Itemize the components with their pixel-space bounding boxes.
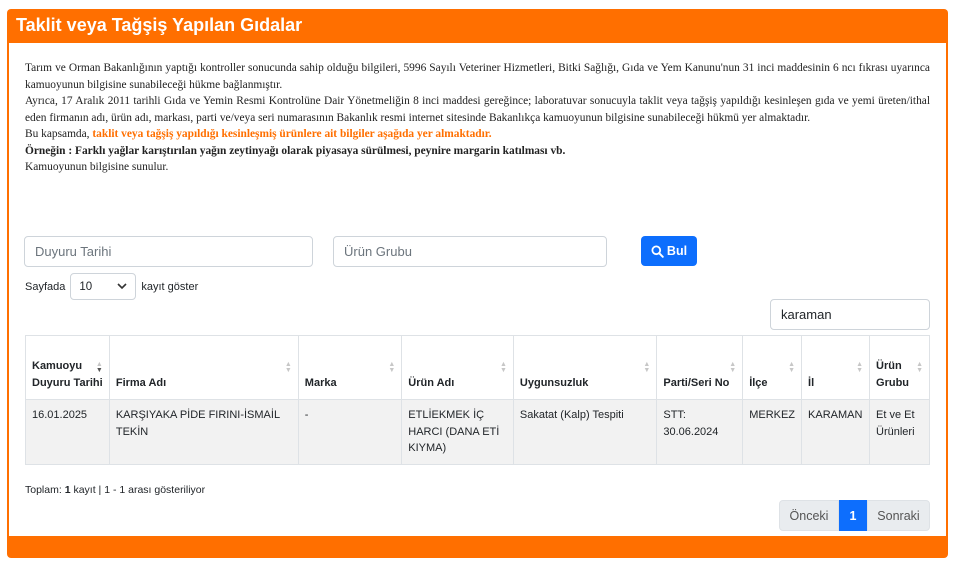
column-header-brand[interactable] [298, 336, 401, 400]
intro-closing: Kamuoyunun bilgisine sunulur. [25, 161, 169, 173]
column-header-province[interactable] [802, 336, 870, 400]
previous-page-button[interactable]: Önceki [779, 500, 839, 531]
panel-body [9, 43, 946, 536]
sort-icon: ▲ ▼ [856, 361, 864, 374]
sort-icon: ▲ ▼ [499, 361, 507, 374]
intro-paragraph-3 [25, 126, 930, 143]
column-header-district[interactable] [743, 336, 802, 400]
cell-nonconformity: Sakatat (Kalp) Tespiti [513, 400, 656, 465]
sort-icon: ▲ ▼ [95, 361, 103, 374]
intro-paragraph-1: Tarım ve Orman Bakanlığının yaptığı kontroller sonucunda sahip olduğu bilgileri, 5996 Sayılı Veteriner Hizmetleri, Bitki Sağlığı, Gıda ve Yem Kanunu'nun 31 inci maddesinin 6 ncı fıkrası uyarınca kamuoyunun bilgisine sunabileceği hükme bağlanmıştır. [25, 62, 930, 91]
cell-date: 16.01.2025 [26, 400, 110, 465]
column-header-lot[interactable] [657, 336, 743, 400]
cell-group: Et ve Et Ürünleri [870, 400, 930, 465]
pagination [779, 500, 930, 531]
sort-icon: ▲ ▼ [643, 361, 651, 374]
sort-icon: ▲ ▼ [388, 361, 396, 374]
search-icon [651, 245, 664, 258]
cell-brand: - [298, 400, 401, 465]
table-row [26, 400, 930, 465]
column-header-company[interactable] [109, 336, 298, 400]
page-1-button[interactable]: 1 [839, 500, 867, 531]
next-page-button[interactable]: Sonraki [867, 500, 930, 531]
cell-province: KARAMAN [802, 400, 870, 465]
summary-count: 1 [64, 484, 71, 496]
page-size-prefix: Sayfada [25, 280, 66, 293]
announcement-date-input[interactable] [24, 236, 313, 267]
intro-prefix: Bu kapsamda, [25, 128, 93, 140]
cell-lot: STT: 30.06.2024 [657, 400, 743, 465]
chevron-down-icon [117, 283, 127, 290]
sort-icon: ▲ ▼ [729, 361, 737, 374]
find-button[interactable] [641, 236, 697, 266]
sort-icon: ▲ ▼ [788, 361, 796, 374]
main-panel [7, 9, 948, 558]
sort-icon: ▲ ▼ [284, 361, 292, 374]
cell-product: ETLİEKMEK İÇ HARCI (DANA ETİ KIYMA) [402, 400, 514, 465]
column-label: Parti/Seri No [663, 376, 730, 389]
column-label: Ürün Grubu [876, 360, 910, 389]
column-header-date[interactable] [26, 336, 110, 400]
results-table [25, 335, 930, 465]
result-summary [25, 484, 205, 496]
column-label: Uygunsuzluk [519, 376, 589, 389]
intro-example: Örneğin : Farklı yağlar karıştırılan yağın zeytinyağı olarak piyasaya sürülmesi, peynire margarin katılması vb. [25, 144, 566, 157]
page-size-control [25, 273, 198, 300]
find-button-label: Bul [666, 244, 688, 258]
page-size-suffix: kayıt göster [141, 280, 199, 293]
sort-icon: ▲ ▼ [916, 361, 923, 374]
cell-company: KARŞIYAKA PİDE FIRINI-İSMAİL TEKİN [109, 400, 298, 465]
column-header-product[interactable] [402, 336, 514, 400]
table-search-input[interactable] [770, 299, 930, 330]
table-header-row [26, 336, 930, 400]
summary-suffix: kayıt | 1 - 1 arası gösteriliyor [73, 484, 206, 496]
intro-text [25, 60, 930, 176]
intro-highlight: taklit veya tağşiş yapıldığı kesinleşmiş ürünlere ait bilgiler aşağıda yer almaktadır. [92, 128, 492, 140]
intro-paragraph-2: Ayrıca, 17 Aralık 2011 tarihli Gıda ve Yemin Resmi Kontrolüne Dair Yönetmeliğin 8 inci maddesi gereğince; laboratuvar sonucuyla taklit veya tağşiş yapıldığı kesinleşen gıda ve yemi üreten/ithal eden firmanın adı, ürün adı, markası, parti ve/veya seri numarasının Bakanlık resmi internet sitesinde Bakanlıkça kamuoyunun bilgisine sunabileceği hükmü yer almaktadır. [25, 95, 930, 124]
column-label: Marka [304, 376, 337, 389]
column-label: İlçe [749, 376, 768, 389]
product-group-input[interactable] [333, 236, 607, 267]
column-header-group[interactable] [870, 336, 930, 400]
page-size-select[interactable] [70, 273, 136, 300]
panel-title: Taklit veya Tağşiş Yapılan Gıdalar [16, 15, 303, 35]
summary-label: Toplam: [25, 484, 62, 496]
column-label: Ürün Adı [408, 376, 455, 389]
page-size-value: 10 [79, 280, 93, 293]
column-label: Kamuoyu Duyuru Tarihi [32, 360, 103, 389]
cell-district: MERKEZ [743, 400, 802, 465]
column-label: Firma Adı [115, 376, 167, 389]
column-header-nonconformity[interactable] [513, 336, 656, 400]
column-label: İl [808, 376, 815, 389]
